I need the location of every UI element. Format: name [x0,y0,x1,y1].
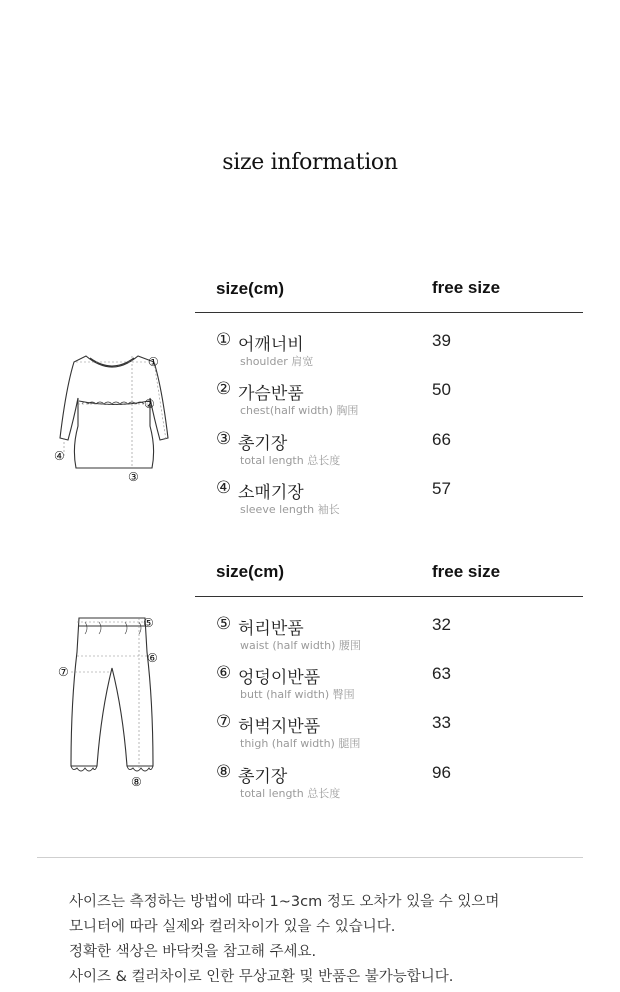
row-label-ko: 허벅지반품 [238,717,321,737]
row-label-ko: 총기장 [238,434,288,454]
row-value: 39 [432,331,451,350]
row-label-ko: 총기장 [238,767,288,787]
marker-4: ④ [54,449,65,463]
marker-3: ③ [128,470,139,484]
row-label-ko: 어깨너비 [238,335,304,355]
row-value: 50 [432,380,451,399]
row-value: 66 [432,430,451,449]
notice-line: 사이즈는 측정하는 방법에 따라 1~3cm 정도 오차가 있을 수 있으며 [69,894,500,910]
pants-diagram [55,612,165,792]
pants-outline [71,618,153,766]
row-number: ③ [216,429,232,449]
size-row-total-length [216,762,576,806]
row-label-en: sleeve length 袖长 [240,503,340,516]
notice-line: 사이즈 & 컬러차이로 인한 무상교환 및 반품은 불가능합니다. [69,969,454,985]
header-divider [195,596,583,597]
row-label-en: total length 总长度 [240,454,341,467]
row-label-en: total length 总长度 [240,787,341,800]
row-label-ko: 소매기장 [238,483,304,503]
row-value: 33 [432,713,451,732]
size-row-total-length [216,429,576,473]
row-label-en: thigh (half width) 腿围 [240,737,361,750]
notice-line: 정확한 색상은 바닥컷을 참고해 주세요. [69,944,317,960]
size-column-header: size(cm) [216,562,285,581]
marker-8: ⑧ [131,775,142,789]
marker-2: ② [144,397,155,411]
row-number: ② [216,379,232,399]
size-row-thigh [216,712,576,756]
size-column-header: size(cm) [216,279,285,298]
notice-text [69,890,499,990]
marker-6: ⑥ [147,651,158,665]
top-garment-outline [60,356,168,468]
row-label-en: waist (half width) 腰围 [240,639,361,652]
top-garment-diagram [48,348,178,488]
free-size-column-header: free size [432,278,501,297]
row-label-ko: 가슴반품 [238,384,304,404]
notes-divider [37,857,583,858]
row-value: 63 [432,664,451,683]
row-label-en: chest(half width) 胸围 [240,404,359,417]
row-number: ① [216,330,232,350]
free-size-column-header: free size [432,562,501,581]
row-number: ④ [216,478,232,498]
row-label-en: butt (half width) 臀围 [240,688,355,701]
page-title: size information [222,150,398,175]
row-number: ⑤ [216,614,232,634]
row-value: 57 [432,479,451,498]
header-divider [195,312,583,313]
row-value: 32 [432,615,451,634]
marker-1: ① [148,355,159,369]
row-number: ⑥ [216,663,232,683]
row-label-ko: 허리반품 [238,619,304,639]
row-value: 96 [432,763,451,782]
size-row-chest [216,379,576,423]
size-row-sleeve [216,478,576,522]
size-row-shoulder [216,330,576,374]
marker-5: ⑤ [143,616,154,630]
row-number: ⑧ [216,762,232,782]
size-row-waist [216,614,576,658]
row-number: ⑦ [216,712,232,732]
row-label-en: shoulder 肩宽 [240,355,314,368]
size-row-hip [216,663,576,707]
notice-line: 모니터에 따라 실제와 컬러차이가 있을 수 있습니다. [69,919,396,935]
row-label-ko: 엉덩이반품 [238,668,321,688]
marker-7: ⑦ [58,665,69,679]
